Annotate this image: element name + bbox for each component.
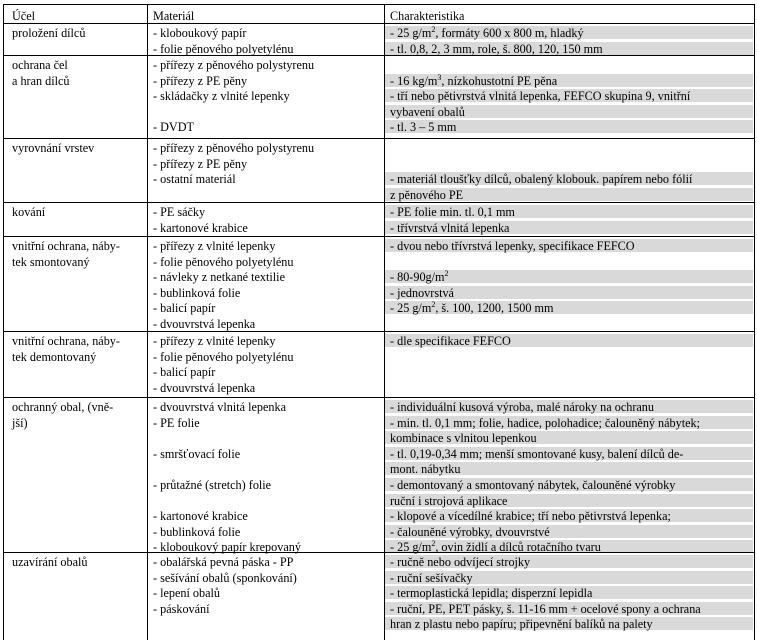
material-cell bbox=[153, 416, 200, 431]
spec-cell-text: z pěnového PE bbox=[390, 187, 464, 202]
spec-cell bbox=[390, 89, 690, 104]
table-top-border bbox=[3, 4, 754, 5]
material-cell bbox=[153, 301, 215, 316]
material-cell bbox=[153, 286, 240, 301]
spec-cell bbox=[390, 286, 454, 301]
spec-cell bbox=[390, 540, 601, 556]
material-cell bbox=[153, 157, 247, 172]
material-cell-text: - balicí papír bbox=[153, 301, 216, 316]
header-charakteristika: Charakteristika bbox=[390, 9, 465, 23]
spec-cell-superscript: 2 bbox=[431, 25, 436, 34]
spec-cell-text: - třívrstvá vlnitá lepenka bbox=[390, 220, 510, 235]
spec-cell-text: - tl. 0,19-0,34 mm; menší smontované kusy, balení dílců de- bbox=[390, 446, 684, 461]
spec-cell bbox=[390, 416, 700, 431]
material-cell-text: - PE sáčky bbox=[153, 205, 206, 219]
spec-cell-text: - klopové a vícedílné krabice; tří nebo pětivrstvá lepenka; bbox=[390, 509, 671, 524]
column-line bbox=[3, 4, 4, 640]
spec-cell-text: vybavení obalů bbox=[390, 104, 465, 119]
spec-cell bbox=[390, 172, 692, 187]
spec-cell-text: - termoplastická lepidla; disperzní lepidla bbox=[390, 586, 593, 601]
spec-cell-superscript: 2 bbox=[431, 300, 436, 310]
spec-cell-text: - 80-90g/m bbox=[390, 270, 445, 285]
material-cell bbox=[153, 555, 293, 570]
material-cell bbox=[153, 58, 314, 73]
purpose-cell: jší) bbox=[12, 415, 28, 430]
spec-cell-text: - 25 g/m bbox=[390, 540, 432, 555]
material-cell-text: - návleky z netkané textilie bbox=[153, 270, 285, 285]
purpose-cell: a hran dílců bbox=[12, 73, 70, 88]
spec-cell-suffix: , nízkohustotní PE pěna bbox=[441, 73, 558, 88]
spec-cell-text: - tl. 3 – 5 mm bbox=[390, 120, 457, 135]
purpose-cell: proložení dílců bbox=[12, 26, 86, 40]
material-cell-text: - obalářská pevná páska - PP bbox=[153, 555, 294, 569]
purpose-cell: vyrovnání vrstev bbox=[12, 141, 95, 155]
spec-cell-suffix: , š. 100, 1200, 1500 mm bbox=[435, 301, 554, 316]
material-cell-text: - skládačky z vlnité lepenky bbox=[153, 89, 290, 104]
purpose-cell: uzavírání obalů bbox=[12, 555, 88, 569]
purpose-cell: vnitřní ochrana, náby- bbox=[12, 239, 120, 253]
material-cell bbox=[153, 270, 285, 285]
material-cell-text: - folie pěnového polyetylénu bbox=[153, 254, 294, 269]
spec-cell bbox=[390, 431, 537, 446]
purpose-cell: vnitřní ochrana, náby- bbox=[12, 334, 120, 348]
material-cell bbox=[153, 381, 255, 396]
material-cell bbox=[153, 141, 314, 156]
spec-cell-text: - čalouněné výrobky, dvouvrstvé bbox=[390, 524, 550, 539]
spec-cell bbox=[390, 617, 653, 632]
spec-cell bbox=[390, 494, 507, 509]
spec-cell-text: - PE folie min. tl. 0,1 mm bbox=[390, 205, 515, 219]
purpose-cell: kování bbox=[12, 205, 46, 219]
spec-cell bbox=[390, 478, 675, 493]
material-cell bbox=[153, 74, 247, 89]
spec-cell-text: hran z plastu nebo papíru; připevnění balíků na palety bbox=[390, 617, 653, 632]
material-cell-text: - kartonové krabice bbox=[153, 509, 248, 524]
material-cell bbox=[153, 525, 240, 540]
material-cell-text: - folie pěnového polyetylénu bbox=[153, 349, 294, 364]
material-cell-text: - páskování bbox=[153, 601, 210, 616]
group-divider bbox=[3, 202, 754, 203]
spec-cell bbox=[390, 301, 553, 317]
spec-cell bbox=[390, 74, 557, 90]
spec-cell-text: - dle specifikace FEFCO bbox=[390, 334, 511, 348]
material-cell bbox=[153, 350, 293, 365]
spec-cell-suffix: , ovin židlí a dílců rotačního tvaru bbox=[435, 540, 601, 555]
spec-cell-text: - ručně nebo odvíjecí strojky bbox=[390, 555, 531, 569]
material-cell-text: - dvouvrstvá lepenka bbox=[153, 317, 256, 331]
spec-cell-text: - dvou nebo třívrstvá lepenky, specifikace FEFCO bbox=[390, 239, 635, 253]
spec-cell-superscript: 2 bbox=[444, 269, 449, 279]
spec-cell bbox=[390, 334, 511, 349]
material-cell-text: - přířezy z PE pěny bbox=[153, 73, 248, 88]
material-cell-text: - ostatní materiál bbox=[153, 172, 236, 187]
material-cell bbox=[153, 317, 255, 332]
spec-cell-superscript: 2 bbox=[431, 539, 436, 549]
group-divider bbox=[3, 236, 754, 237]
spec-cell-text: - individuální kusová výroba, malé nároky na ochranu bbox=[390, 400, 654, 414]
material-cell-text: - bublinková folie bbox=[153, 285, 241, 300]
purpose-cell: tek smontovaný bbox=[12, 254, 90, 269]
purpose-cell: tek demontovaný bbox=[12, 349, 97, 364]
group-divider bbox=[3, 138, 754, 139]
spec-cell bbox=[390, 462, 460, 477]
purpose-cell: ochranný obal, (vně- bbox=[12, 400, 114, 414]
material-cell-text: - dvouvrstvá lepenka bbox=[153, 380, 256, 395]
spec-cell-text: - 16 kg/m bbox=[390, 73, 438, 88]
material-cell bbox=[153, 239, 276, 254]
group-divider bbox=[3, 397, 754, 398]
spec-cell-text: - tří nebo pětivrstvá vlnitá lepenka, FEFCO skupina 9, vnitřní bbox=[390, 89, 691, 104]
spec-cell bbox=[390, 555, 530, 570]
spec-cell bbox=[390, 42, 603, 57]
material-cell-text: - kloboukový papír bbox=[153, 26, 247, 40]
material-cell-text: - balicí papír bbox=[153, 365, 216, 380]
material-cell-text: - folie pěnového polyetylénu bbox=[153, 41, 294, 56]
column-line bbox=[384, 4, 385, 640]
spec-cell-text: - ruční sešívačky bbox=[390, 570, 473, 585]
material-cell-text: - bublinková folie bbox=[153, 524, 241, 539]
spec-cell-text: ruční i strojová aplikace bbox=[390, 493, 508, 508]
material-cell bbox=[153, 26, 246, 41]
spec-cell bbox=[390, 105, 465, 120]
spec-cell bbox=[390, 120, 456, 135]
material-cell-text: - přířezy z PE pěny bbox=[153, 156, 248, 171]
material-cell bbox=[153, 478, 271, 493]
column-line bbox=[754, 4, 755, 640]
material-cell-text: - přířezy z vlnité lepenky bbox=[153, 239, 276, 253]
material-cell-text: - přířezy z pěnového polystyrenu bbox=[153, 141, 315, 155]
material-cell-text: - smršťovací folie bbox=[153, 446, 241, 461]
purpose-cell: ochrana čel bbox=[12, 58, 68, 72]
spec-cell bbox=[390, 188, 463, 203]
material-cell bbox=[153, 120, 194, 135]
spec-cell bbox=[390, 586, 592, 601]
material-cell bbox=[153, 540, 301, 555]
spec-cell-text: - min. tl. 0,1 mm; folie, hadice, polohadice; čalouněný nábytek; bbox=[390, 415, 701, 430]
material-cell bbox=[153, 571, 297, 586]
spec-cell bbox=[390, 525, 550, 540]
group-divider bbox=[3, 331, 754, 332]
group-divider bbox=[3, 55, 754, 56]
material-cell-text: - sešívání obalů (sponkování) bbox=[153, 570, 297, 585]
spec-cell bbox=[390, 509, 671, 524]
header-ucel: Účel bbox=[12, 9, 36, 23]
spec-cell bbox=[390, 26, 584, 42]
spec-cell bbox=[390, 239, 635, 254]
spec-cell-text: - 25 g/m bbox=[390, 301, 432, 316]
spec-cell-superscript: 3 bbox=[437, 72, 442, 82]
material-cell bbox=[153, 89, 290, 104]
spec-cell-text: - tl. 0,8, 2, 3 mm, role, š. 800, 120, 150 mm bbox=[390, 41, 603, 56]
material-cell-text: - kartonové krabice bbox=[153, 220, 248, 235]
material-cell bbox=[153, 509, 248, 524]
spec-cell bbox=[390, 447, 683, 462]
material-cell-text: - přířezy z vlnité lepenky bbox=[153, 334, 276, 348]
spec-cell bbox=[390, 270, 449, 286]
material-cell bbox=[153, 205, 205, 220]
spec-cell bbox=[390, 205, 515, 220]
spec-cell-text: - jednovrstvá bbox=[390, 285, 454, 300]
spec-cell-text: kombinace s vlnitou lepenkou bbox=[390, 431, 537, 446]
spec-cell-text: - ruční, PE, PET pásky, š. 11-16 mm + ocelové spony a ochrana bbox=[390, 601, 701, 616]
material-cell-text: - dvouvrstvá vlnitá lepenka bbox=[153, 400, 287, 414]
material-cell bbox=[153, 602, 210, 617]
header-divider bbox=[3, 23, 754, 24]
column-line bbox=[147, 4, 148, 640]
group-divider bbox=[3, 552, 754, 553]
material-cell bbox=[153, 400, 286, 415]
spec-cell-text: - 25 g/m bbox=[390, 26, 432, 40]
material-cell bbox=[153, 42, 293, 57]
material-cell bbox=[153, 255, 293, 270]
material-cell bbox=[153, 365, 215, 380]
spec-cell bbox=[390, 221, 509, 236]
spec-cell bbox=[390, 571, 473, 586]
material-cell-text: - DVDT bbox=[153, 120, 194, 135]
material-cell bbox=[153, 586, 220, 601]
header-material: Materiál bbox=[153, 9, 195, 23]
material-cell bbox=[153, 334, 276, 349]
material-cell bbox=[153, 221, 248, 236]
spec-cell-text: - demontovaný a smontovaný nábytek, čalouněné výrobky bbox=[390, 478, 676, 492]
material-cell-text: - PE folie bbox=[153, 415, 200, 430]
spec-cell bbox=[390, 602, 701, 617]
material-cell-text: - přířezy z pěnového polystyrenu bbox=[153, 58, 315, 72]
spec-cell bbox=[390, 400, 654, 415]
material-cell-text: - kloboukový papír krepovaný bbox=[153, 540, 301, 555]
material-cell bbox=[153, 447, 240, 462]
spec-cell-suffix: , formáty 600 x 800 m, hladký bbox=[435, 26, 584, 40]
material-cell-text: - průtažné (stretch) folie bbox=[153, 478, 272, 492]
spec-cell-text: mont. nábytku bbox=[390, 462, 461, 477]
material-cell-text: - lepení obalů bbox=[153, 586, 221, 601]
material-cell bbox=[153, 172, 236, 187]
spec-cell-text: - materiál tloušťky dílců, obalený klobouk. papírem nebo fólií bbox=[390, 172, 693, 187]
